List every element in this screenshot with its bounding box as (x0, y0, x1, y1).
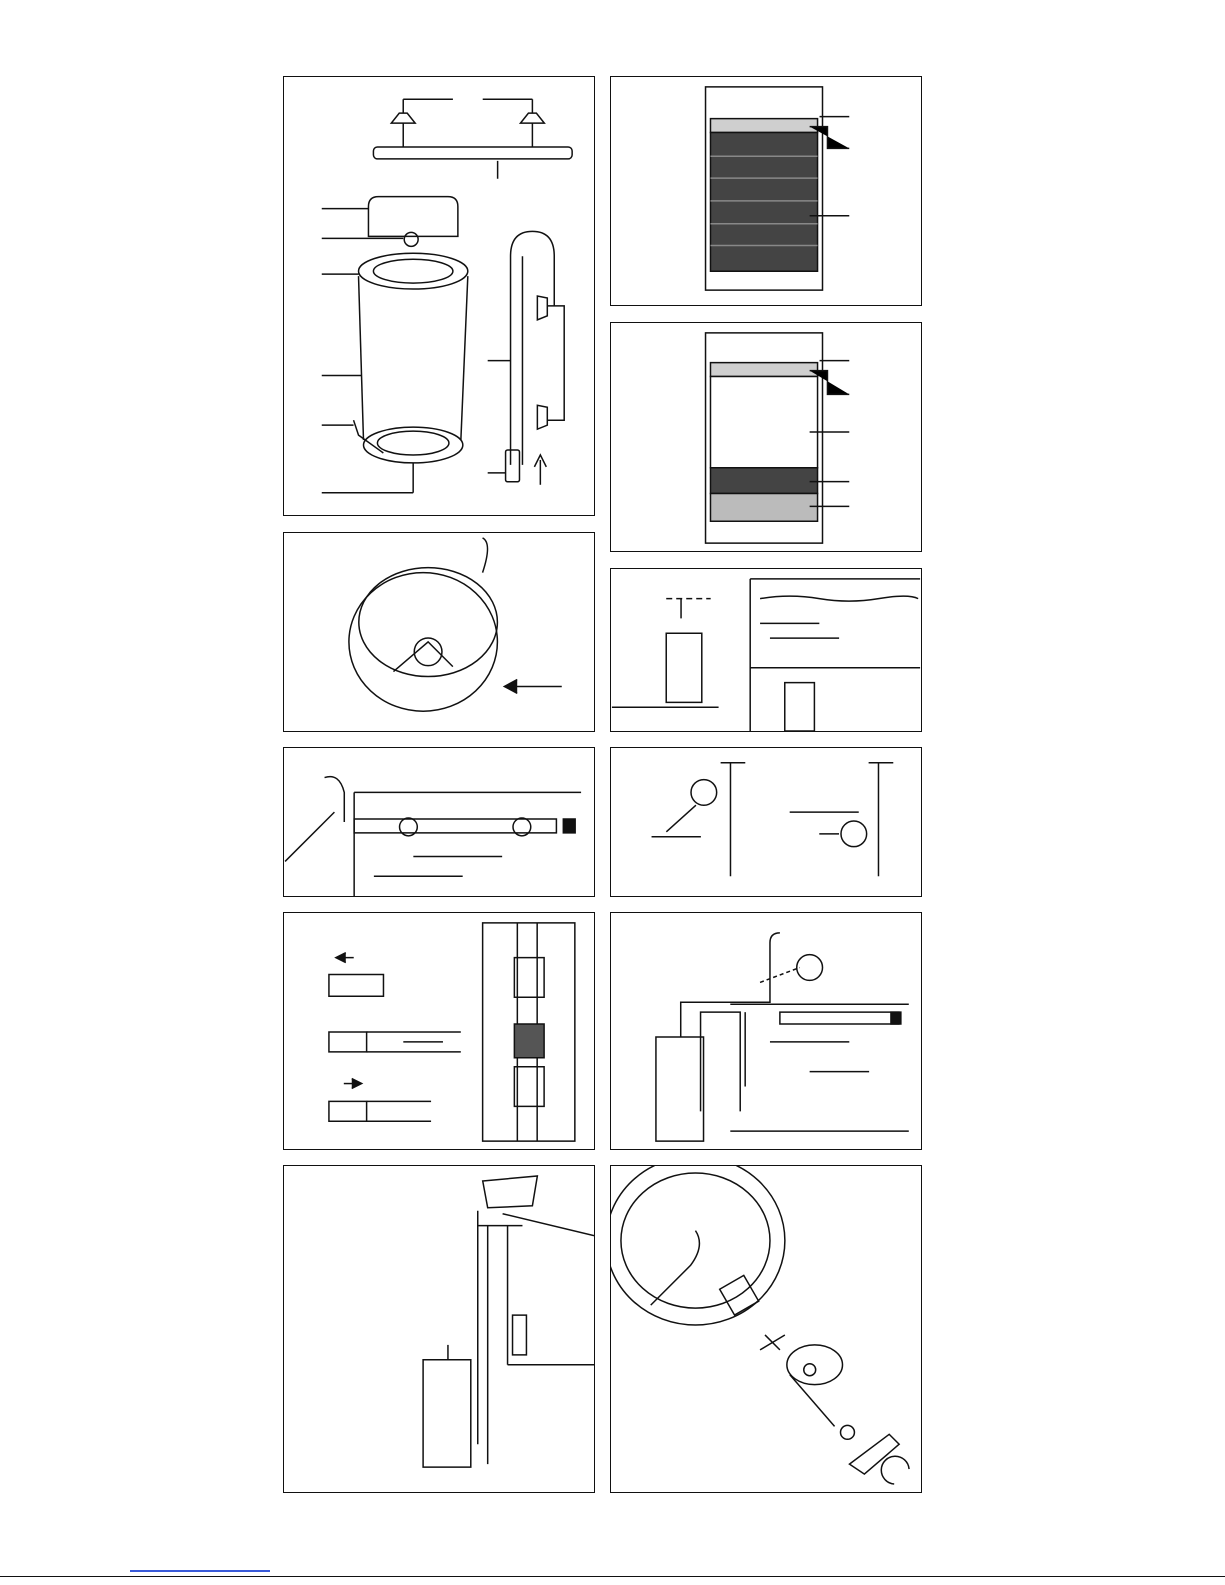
figure-filter-parts (283, 76, 595, 516)
spray-bar-icon (284, 748, 594, 896)
pump-head-icon (284, 533, 594, 731)
footer-link-underline[interactable] (130, 1570, 270, 1572)
footer-divider (0, 1576, 1225, 1577)
figure-pump-head (283, 532, 595, 732)
figure-impeller-exploded (610, 1165, 922, 1493)
impeller-icon (611, 1166, 921, 1492)
canister-filter-exploded-icon (284, 77, 594, 515)
hose-connector-icon (284, 913, 594, 1149)
figure-hose-connectors (283, 912, 595, 1150)
figure-spray-bar (283, 747, 595, 897)
filter-media-sponge-icon (611, 77, 921, 305)
figure-filter-layers-gravel (610, 322, 922, 552)
figure-filter-layers-sponge (610, 76, 922, 306)
water-level-icon (611, 569, 921, 731)
suction-cup-icon (611, 748, 921, 896)
figure-water-level (610, 568, 922, 732)
installation-icon (611, 913, 921, 1149)
priming-icon (284, 1166, 594, 1492)
filter-media-gravel-icon (611, 323, 921, 551)
figure-installation (610, 912, 922, 1150)
figure-priming (283, 1165, 595, 1493)
figure-suction-cups (610, 747, 922, 897)
